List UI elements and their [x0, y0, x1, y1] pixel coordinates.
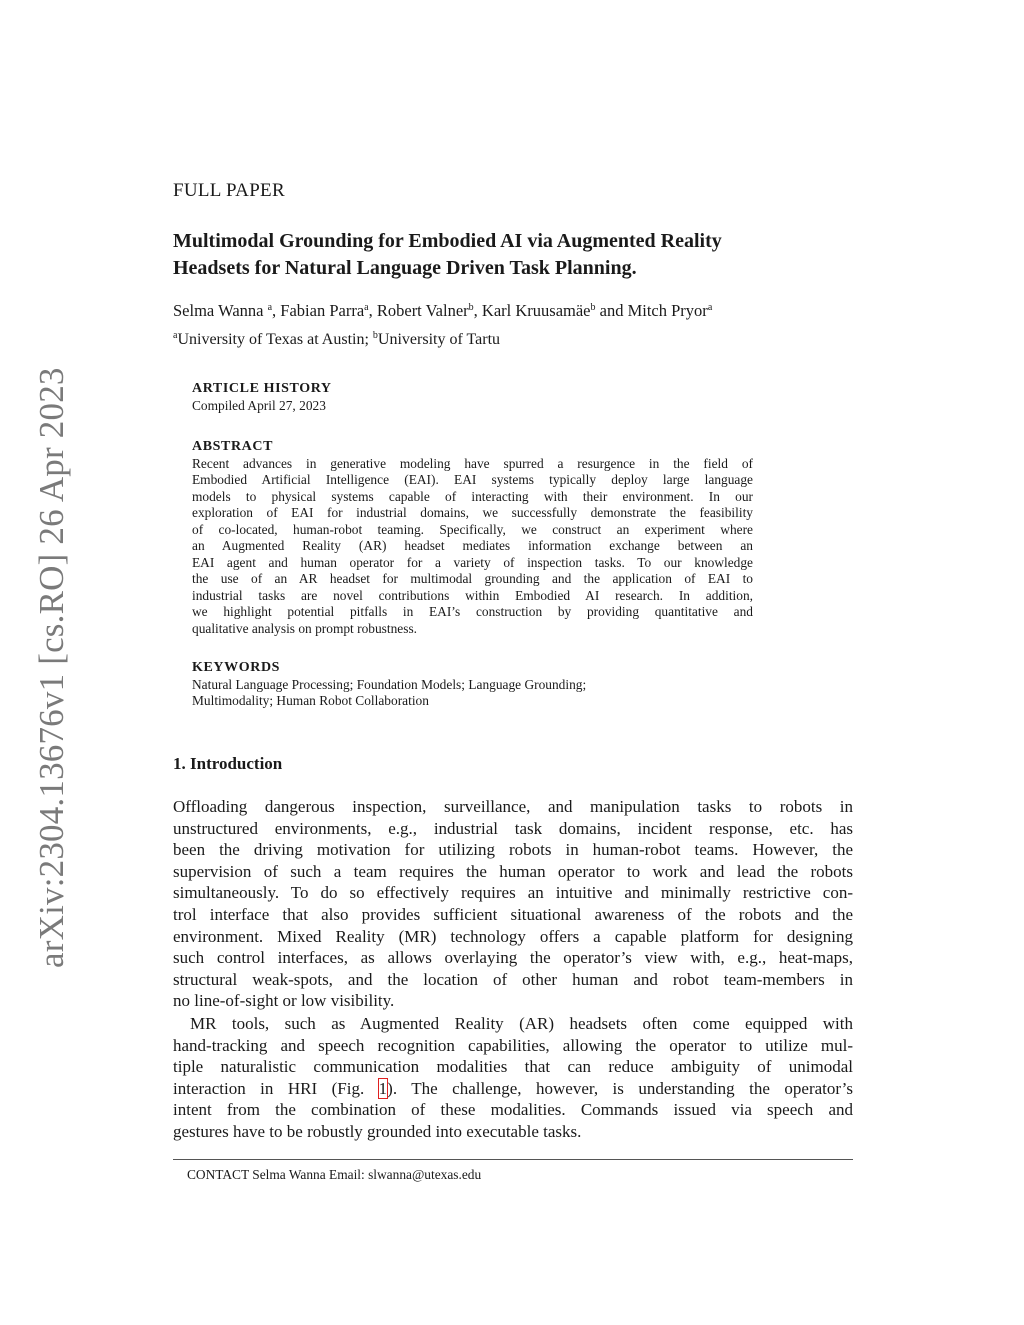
- keywords-line: Multimodality; Human Robot Collaboration: [192, 693, 429, 708]
- body-line: gestures have to be robustly grounded into executable tasks.: [173, 1121, 582, 1141]
- body-text-segment: interaction in HRI (Fig.: [173, 1078, 379, 1098]
- intro-paragraph-2: [173, 1013, 853, 1143]
- author-affil-mark: b: [468, 302, 474, 313]
- author-affil-mark: a: [707, 302, 713, 313]
- abstract-line: an Augmented Reality (AR) headset mediates information exchange between an: [192, 538, 753, 553]
- body-line: MR tools, such as Augmented Reality (AR) headsets often come equipped with: [190, 1014, 853, 1033]
- keywords: [192, 660, 753, 710]
- title-line: Headsets for Natural Language Driven Task Planning.: [173, 257, 637, 279]
- affiliation-list: $^a$University of Texas at Austin; $^b$University of Tartu: [173, 330, 501, 348]
- body-line: been the driving motivation for utilizing robots in human-robot teams. However, the: [173, 840, 853, 860]
- compiled-date: Compiled April 27, 2023: [192, 397, 326, 413]
- affil-mark: b: [372, 330, 378, 341]
- section-heading-introduction: 1. Introduction: [173, 754, 283, 773]
- body-text-segment: ). The challenge, however, is understanding the operator’s: [387, 1078, 854, 1098]
- author-list: Selma Wanna $^a$, Fabian Parra$^a$, Robert Valner$^b$, Karl Kruusamäe$^b$ and Mitch Pryor$^a$: [173, 301, 713, 320]
- body-line: supervision of such a team requires the human operator to work and lead the robots: [173, 861, 853, 881]
- figure-1-link[interactable]: 1: [378, 1078, 388, 1098]
- body-line: no line-of-sight or low visibility.: [173, 991, 395, 1011]
- affil-mark: a: [173, 330, 178, 341]
- affiliation: University of Texas at Austin: [177, 331, 365, 348]
- title-line: Multimodal Grounding for Embodied AI via Augmented Reality: [173, 230, 722, 252]
- keywords-text: [192, 677, 753, 710]
- abstract-line: of co-located, human-robot teaming. Specifically, we construct an experiment where: [192, 521, 753, 537]
- body-line: hand-tracking and speech recognition capabilities, allowing the operator to utilize mul-: [173, 1035, 853, 1055]
- abstract-line: Recent advances in generative modeling have spurred a resurgence in the field of: [192, 455, 753, 471]
- body-line: trol interface that also provides sufficient situational awareness of the robots and the: [173, 904, 853, 924]
- abstract-line: the use of an AR headset for multimodal grounding and the application of EAI to: [192, 571, 753, 586]
- abstract-line: Embodied Artificial Intelligence (EAI). EAI systems typically deploy large language: [192, 472, 753, 487]
- abstract-line: EAI agent and human operator for a variety of inspection tasks. To our knowledge: [192, 554, 753, 570]
- author-affil-mark: b: [590, 302, 596, 313]
- article-history-heading: ARTICLE HISTORY: [192, 381, 332, 396]
- author-name: Mitch Pryor: [627, 301, 708, 320]
- paper-title: [173, 228, 853, 282]
- author-name: Fabian Parra: [280, 301, 365, 320]
- abstract-line: industrial tasks are novel contributions within Embodied AI research. In addition,: [192, 587, 753, 603]
- arxiv-identifier-stamp: arXiv:2304.13676v1 [cs.RO] 26 Apr 2023: [32, 367, 71, 968]
- abstract-text: [192, 456, 753, 638]
- abstract-line: exploration of EAI for industrial domains, we successfully demonstrate the feasibility: [192, 505, 753, 520]
- abstract-line: models to physical systems capable of interacting with their environment. In our: [192, 488, 753, 504]
- abstract: [192, 439, 753, 637]
- paper-type-label: FULL PAPER: [173, 180, 285, 201]
- body-line: environment. Mixed Reality (MR) technology offers a capable platform for designing: [173, 926, 853, 946]
- author-name: Selma Wanna: [173, 301, 268, 320]
- body-line: intent from the combination of these modalities. Commands issued via speech and: [173, 1100, 853, 1120]
- abstract-heading: ABSTRACT: [192, 439, 274, 454]
- contact-footnote: CONTACT Selma Wanna Email: slwanna@utexas.edu: [187, 1167, 482, 1182]
- body-line: tiple naturalistic communication modalities that can reduce ambiguity of unimodal: [173, 1057, 853, 1077]
- affiliation: University of Tartu: [377, 331, 501, 348]
- body-line: Offloading dangerous inspection, surveillance, and manipulation tasks to robots in: [173, 797, 853, 816]
- body-line: unstructured environments, e.g., industrial task domains, incident response, etc. has: [173, 818, 853, 838]
- body-line: such control interfaces, as allows overlaying the operator’s view with, e.g., heat-maps,: [173, 948, 853, 968]
- author-affil-mark: a: [364, 302, 369, 313]
- keywords-line: Natural Language Processing; Foundation Models; Language Grounding;: [192, 676, 587, 692]
- abstract-line: qualitative analysis on prompt robustness.: [192, 620, 418, 636]
- body-line-with-figure-ref: [173, 1078, 853, 1100]
- abstract-line: we highlight potential pitfalls in EAI’s construction by providing quantitative and: [192, 604, 753, 619]
- body-line: structural weak-spots, and the location of other human and robot team-members in: [173, 969, 853, 989]
- author-affil-mark: a: [267, 302, 273, 313]
- keywords-heading: KEYWORDS: [192, 660, 281, 675]
- author-name: Karl Kruusamäe: [481, 301, 591, 320]
- body-line: simultaneously. To do so effectively requires an intuitive and minimally restrictive con-: [173, 883, 853, 903]
- footnote-divider: [173, 1159, 853, 1160]
- intro-paragraph-1: [173, 796, 853, 1012]
- author-name: Robert Valner: [376, 301, 469, 320]
- article-history: [192, 381, 753, 414]
